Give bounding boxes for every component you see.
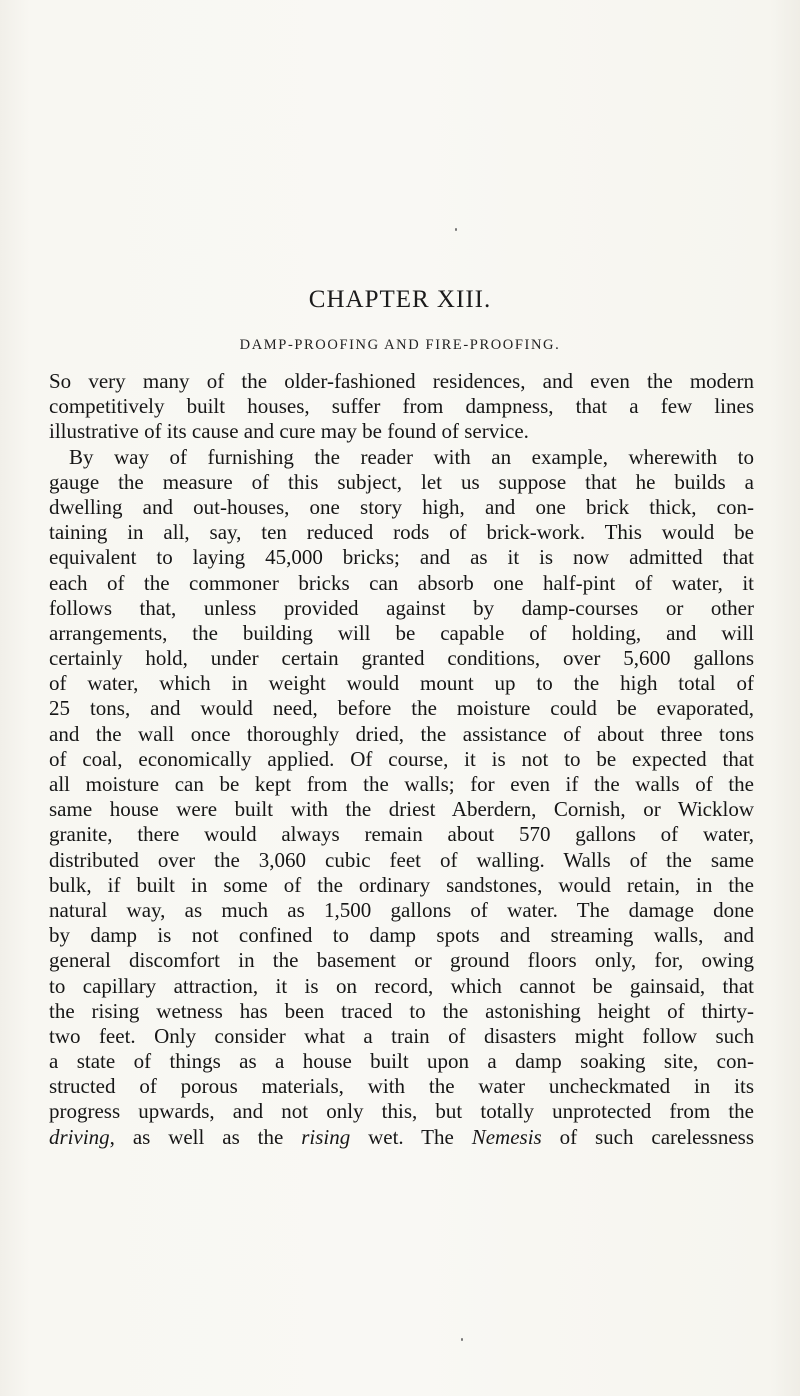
body-line: a state of things as a house built upon a damp soaking site, con- [49, 1049, 754, 1074]
body-line: of coal, economically applied. Of course, it is not to be expected that [49, 746, 754, 771]
body-line: structed of porous materials, with the water uncheckmated in its [49, 1074, 754, 1099]
body-line: dwelling and out-houses, one story high, and one brick thick, con- [49, 494, 754, 519]
line-text: , as well as the [109, 1124, 302, 1149]
line-text: wet. The [350, 1124, 472, 1149]
body-line: each of the commoner bricks can absorb one half-pint of water, it [49, 570, 754, 595]
body-line: and the wall once thoroughly dried, the assistance of about three tons [49, 721, 754, 746]
body-line: competitively built houses, suffer from dampness, that a few lines [49, 394, 754, 419]
body-line: So very many of the older-fashioned residences, and even the modern [49, 369, 754, 393]
body-line: natural way, as much as 1,500 gallons of water. The damage done [49, 897, 754, 922]
body-text [49, 369, 754, 1150]
body-line: all moisture can be kept from the walls; for even if the walls of the [49, 772, 754, 796]
body-line: general discomfort in the basement or ground floors only, for, owing [49, 948, 754, 973]
body-line: to capillary attraction, it is on record, which cannot be gainsaid, that [49, 973, 754, 998]
body-line: progress upwards, and not only this, but totally unprotected from the [49, 1099, 754, 1124]
chapter-subtitle: DAMP-PROOFING AND FIRE-PROOFING. [239, 337, 561, 353]
body-line-last [49, 1125, 754, 1150]
chapter-title: CHAPTER XIII. [308, 286, 492, 313]
body-line: equivalent to laying 45,000 bricks; and as it is now admitted that [49, 545, 754, 570]
paper-speck [455, 228, 457, 231]
body-line: same house were built with the driest Aberdern, Cornish, or Wicklow [49, 797, 754, 822]
body-line: gauge the measure of this subject, let us suppose that he builds a [49, 469, 754, 494]
body-line: of water, which in weight would mount up to the high total of [49, 671, 754, 696]
body-line: 25 tons, and would need, before the moisture could be evaporated, [49, 696, 754, 721]
body-line: the rising wetness has been traced to the astonishing height of thirty- [49, 998, 754, 1023]
body-line: follows that, unless provided against by damp-courses or other [49, 595, 754, 620]
italic-word: Nemesis [471, 1124, 542, 1149]
body-line: By way of furnishing the reader with an example, wherewith to [69, 444, 754, 469]
body-line: arrangements, the building will be capable of holding, and will [49, 620, 754, 645]
paper-speck [461, 1338, 463, 1341]
body-line: taining in all, say, ten reduced rods of brick-work. This would be [49, 520, 754, 545]
line-text: of such carelessness [541, 1124, 755, 1149]
italic-word: driving [49, 1124, 110, 1149]
body-line: bulk, if built in some of the ordinary sandstones, would retain, in the [49, 872, 754, 897]
body-line: illustrative of its cause and cure may be found of service. [49, 419, 529, 444]
body-line: certainly hold, under certain granted conditions, over 5,600 gallons [49, 646, 754, 671]
body-line: two feet. Only consider what a train of disasters might follow such [49, 1023, 754, 1048]
italic-word: rising [301, 1124, 351, 1149]
body-line: distributed over the 3,060 cubic feet of walling. Walls of the same [49, 847, 754, 872]
body-line: by damp is not confined to damp spots and streaming walls, and [49, 923, 754, 948]
body-line: granite, there would always remain about 570 gallons of water, [49, 822, 754, 847]
